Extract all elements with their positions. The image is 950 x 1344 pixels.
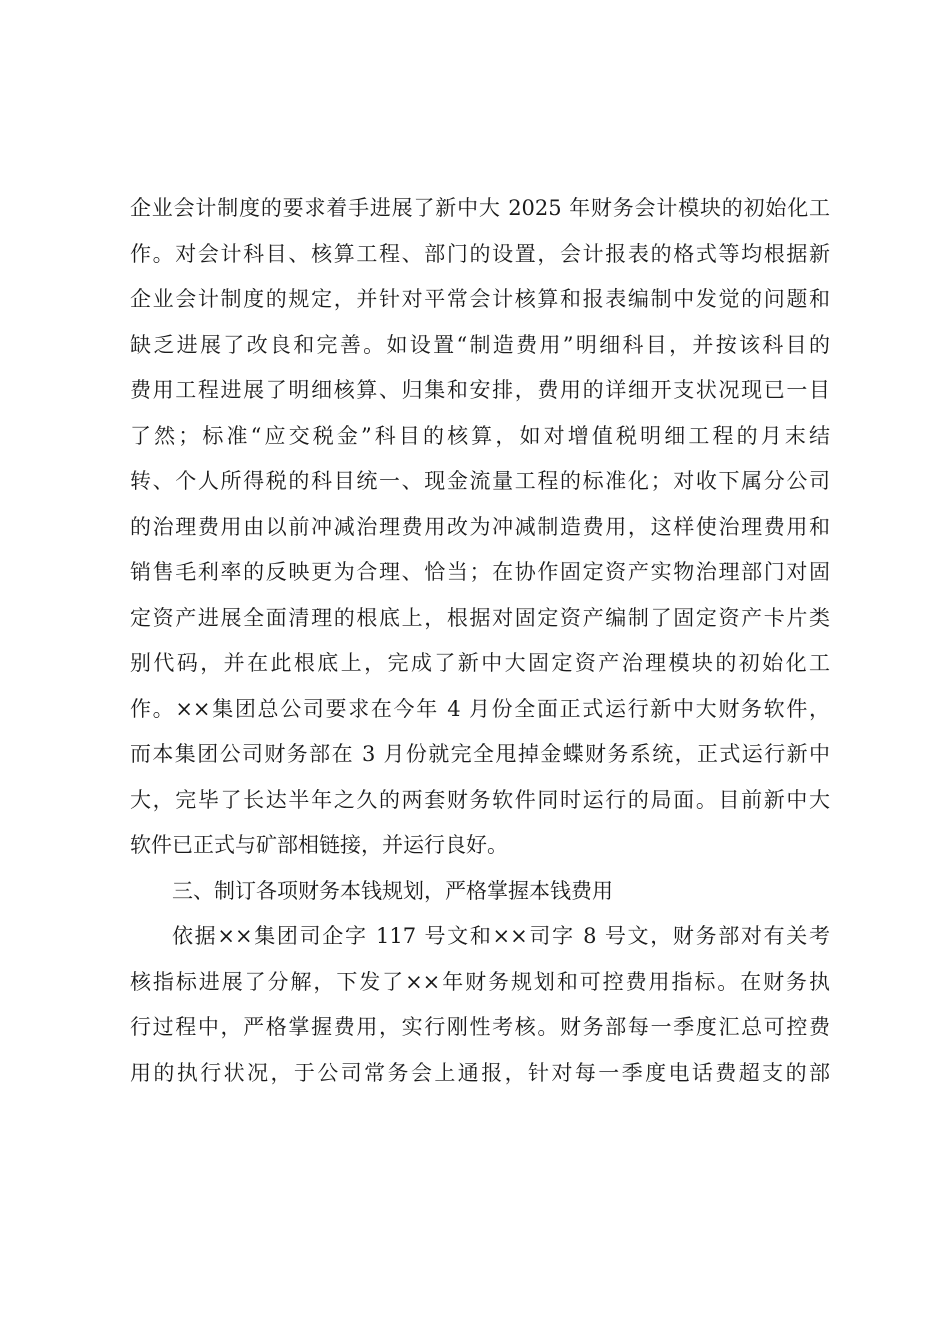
paragraph-line: 作。对会计科目、核算工程、部门的设置，会计报表的格式等均根据新 <box>130 241 830 266</box>
paragraph-line: 了然；标准“应交税金”科目的核算，如对增值税明细工程的月末结 <box>130 423 830 448</box>
paragraph-line: 企业会计制度的规定，并针对平常会计核算和报表编制中发觉的问题和 <box>130 287 830 311</box>
paragraph-line: 的治理费用由以前冲减治理费用改为冲减制造费用，这样使治理费用和 <box>130 514 830 539</box>
section-heading: 三、制订各项财务本钱规划，严格掌握本钱费用 <box>172 878 613 903</box>
paragraph-line: 行过程中，严格掌握费用，实行刚性考核。财务部每一季度汇总可控费 <box>130 1015 830 1039</box>
paragraph-last-line: 软件已正式与矿部相链接，并运行良好。 <box>130 833 508 857</box>
paragraph-line: 转、个人所得税的科目统一、现金流量工程的标准化；对收下属分公司 <box>130 469 830 493</box>
paragraph-line: 大，完毕了长达半年之久的两套财务软件同时运行的局面。目前新中大 <box>130 787 830 812</box>
paragraph-line: 销售毛利率的反映更为合理、恰当；在协作固定资产实物治理部门对固 <box>130 560 830 584</box>
document-body <box>130 186 830 1096</box>
paragraph-first-line: 依据××集团司企字 117 号文和××司字 8 号文，财务部对有关考 <box>172 924 830 948</box>
paragraph-line: 费用工程进展了明细核算、归集和安排，费用的详细开支状况现已一目 <box>130 378 830 402</box>
paragraph-line: 核指标进展了分解，下发了××年财务规划和可控费用指标。在财务执 <box>130 969 830 994</box>
paragraph-line: 别代码，并在此根底上，完成了新中大固定资产治理模块的初始化工 <box>130 651 830 675</box>
paragraph-line: 定资产进展全面清理的根底上，根据对固定资产编制了固定资产卡片类 <box>130 605 830 630</box>
paragraph-line: 而本集团公司财务部在 3 月份就完全甩掉金蝶财务系统，正式运行新中 <box>130 742 830 766</box>
paragraph-line: 用的执行状况，于公司常务会上通报，针对每一季度电话费超支的部 <box>130 1060 830 1085</box>
paragraph-line: 缺乏进展了改良和完善。如设置“制造费用”明细科目，并按该科目的 <box>130 332 830 357</box>
paragraph-line: 作。××集团总公司要求在今年 4 月份全面正式运行新中大财务软件， <box>130 696 830 721</box>
paragraph-line: 企业会计制度的要求着手进展了新中大 2025 年财务会计模块的初始化工 <box>130 196 830 220</box>
